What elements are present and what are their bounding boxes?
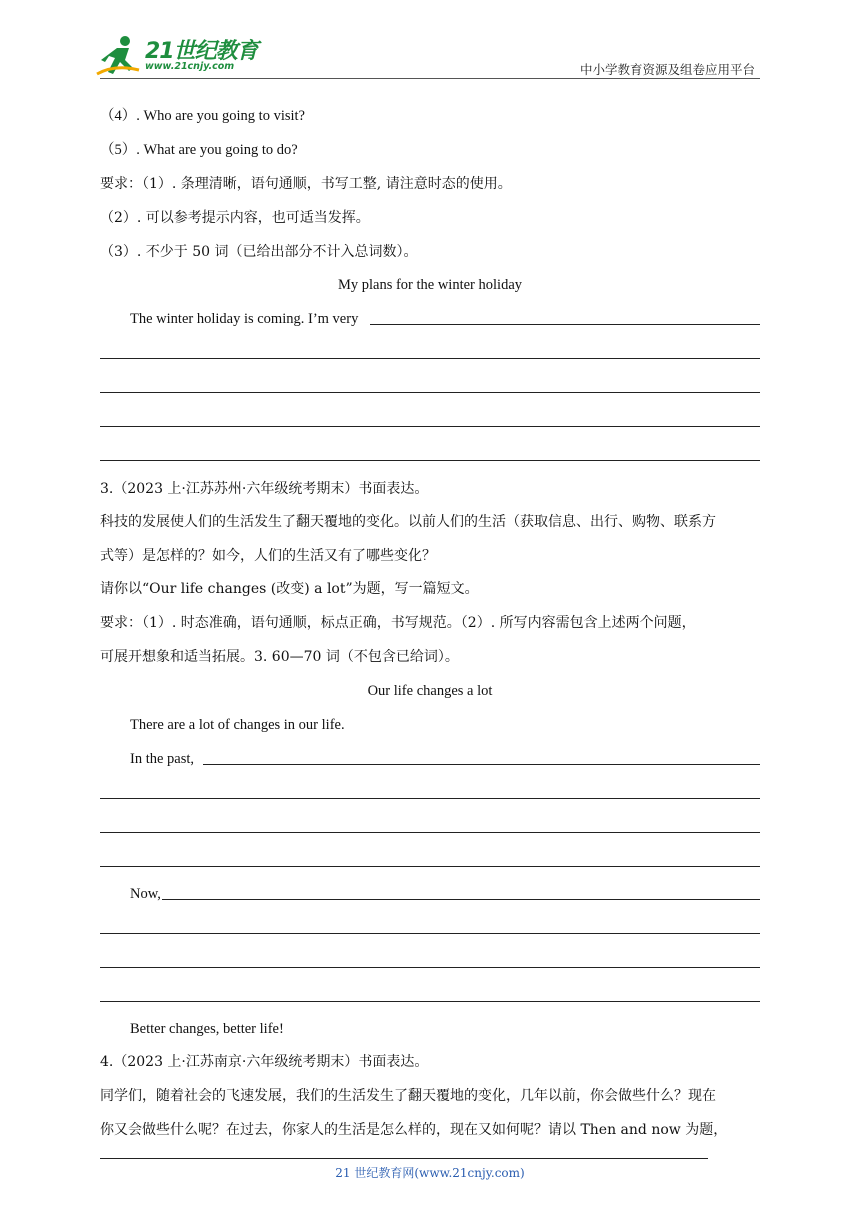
- question-4-heading: 4.（2023 上·江苏南京·六年级统考期末）书面表达。: [100, 1054, 429, 1070]
- essay-end: Better changes, better life!: [130, 1021, 284, 1037]
- writing-line[interactable]: [100, 1001, 760, 1002]
- logo-url: www.21cnjy.com: [145, 61, 235, 72]
- writing-line[interactable]: [100, 426, 760, 427]
- question-3-requirement: 可展开想象和适当拓展。3. 60—70 词（不包含已给词）。: [100, 649, 459, 665]
- footer-rule: [100, 1158, 708, 1159]
- writing-line[interactable]: [100, 798, 760, 799]
- header-rule: [100, 78, 760, 79]
- writing-line[interactable]: [162, 899, 760, 900]
- writing-line[interactable]: [370, 324, 760, 325]
- question-3-requirement: 要求：（1）. 时态准确，语句通顺，标点正确，书写规范。（2）. 所写内容需包含上述两个问题，: [100, 615, 696, 631]
- essay-now: Now,: [130, 886, 161, 902]
- logo-text: 21世纪教育: [145, 39, 258, 64]
- question-4-intro: 你又会做些什么呢？在过去，你家人的生活是怎么样的，现在又如何呢？请以 Then and now 为题，: [100, 1122, 728, 1138]
- writing-line[interactable]: [100, 460, 760, 461]
- writing-line[interactable]: [100, 358, 760, 359]
- writing-line[interactable]: [100, 967, 760, 968]
- question-3-intro: 式等）是怎样的？如今，人们的生活又有了哪些变化？: [100, 548, 436, 564]
- essay-start: The winter holiday is coming. I’m very: [130, 311, 359, 327]
- requirement-2: （2）. 可以参考提示内容，也可适当发挥。: [100, 210, 370, 226]
- question-3-instruction: 请你以“Our life changes (改变) a lot”为题，写一篇短文。: [100, 581, 479, 597]
- essay-past: In the past,: [130, 751, 195, 767]
- essay-line: There are a lot of changes in our life.: [130, 717, 345, 733]
- footer-text: 21 世纪教育网(www.21cnjy.com): [335, 1166, 525, 1180]
- question-3-heading: 3.（2023 上·江苏苏州·六年级统考期末）书面表达。: [100, 481, 429, 497]
- writing-line[interactable]: [100, 933, 760, 934]
- runner-logo-icon: [95, 34, 143, 78]
- prompt-4: （4）. Who are you going to visit?: [100, 108, 305, 124]
- site-logo: [95, 34, 270, 80]
- requirement-3: （3）. 不少于 50 词（已给出部分不计入总词数）。: [100, 244, 418, 260]
- question-4-intro: 同学们，随着社会的飞速发展，我们的生活发生了翻天覆地的变化，几年以前，你会做些什么？现在: [100, 1088, 716, 1104]
- platform-name: 中小学教育资源及组卷应用平台: [579, 62, 755, 77]
- essay-title: Our life changes a lot: [367, 683, 493, 699]
- writing-line[interactable]: [100, 866, 760, 867]
- requirement-1: 要求：（1）. 条理清晰，语句通顺，书写工整, 请注意时态的使用。: [100, 176, 512, 192]
- essay-title: My plans for the winter holiday: [337, 277, 523, 293]
- writing-line[interactable]: [100, 392, 760, 393]
- writing-line[interactable]: [100, 832, 760, 833]
- prompt-5: （5）. What are you going to do?: [100, 142, 298, 158]
- question-3-intro: 科技的发展使人们的生活发生了翻天覆地的变化。以前人们的生活（获取信息、出行、购物、联系方: [100, 514, 716, 530]
- writing-line[interactable]: [203, 764, 760, 765]
